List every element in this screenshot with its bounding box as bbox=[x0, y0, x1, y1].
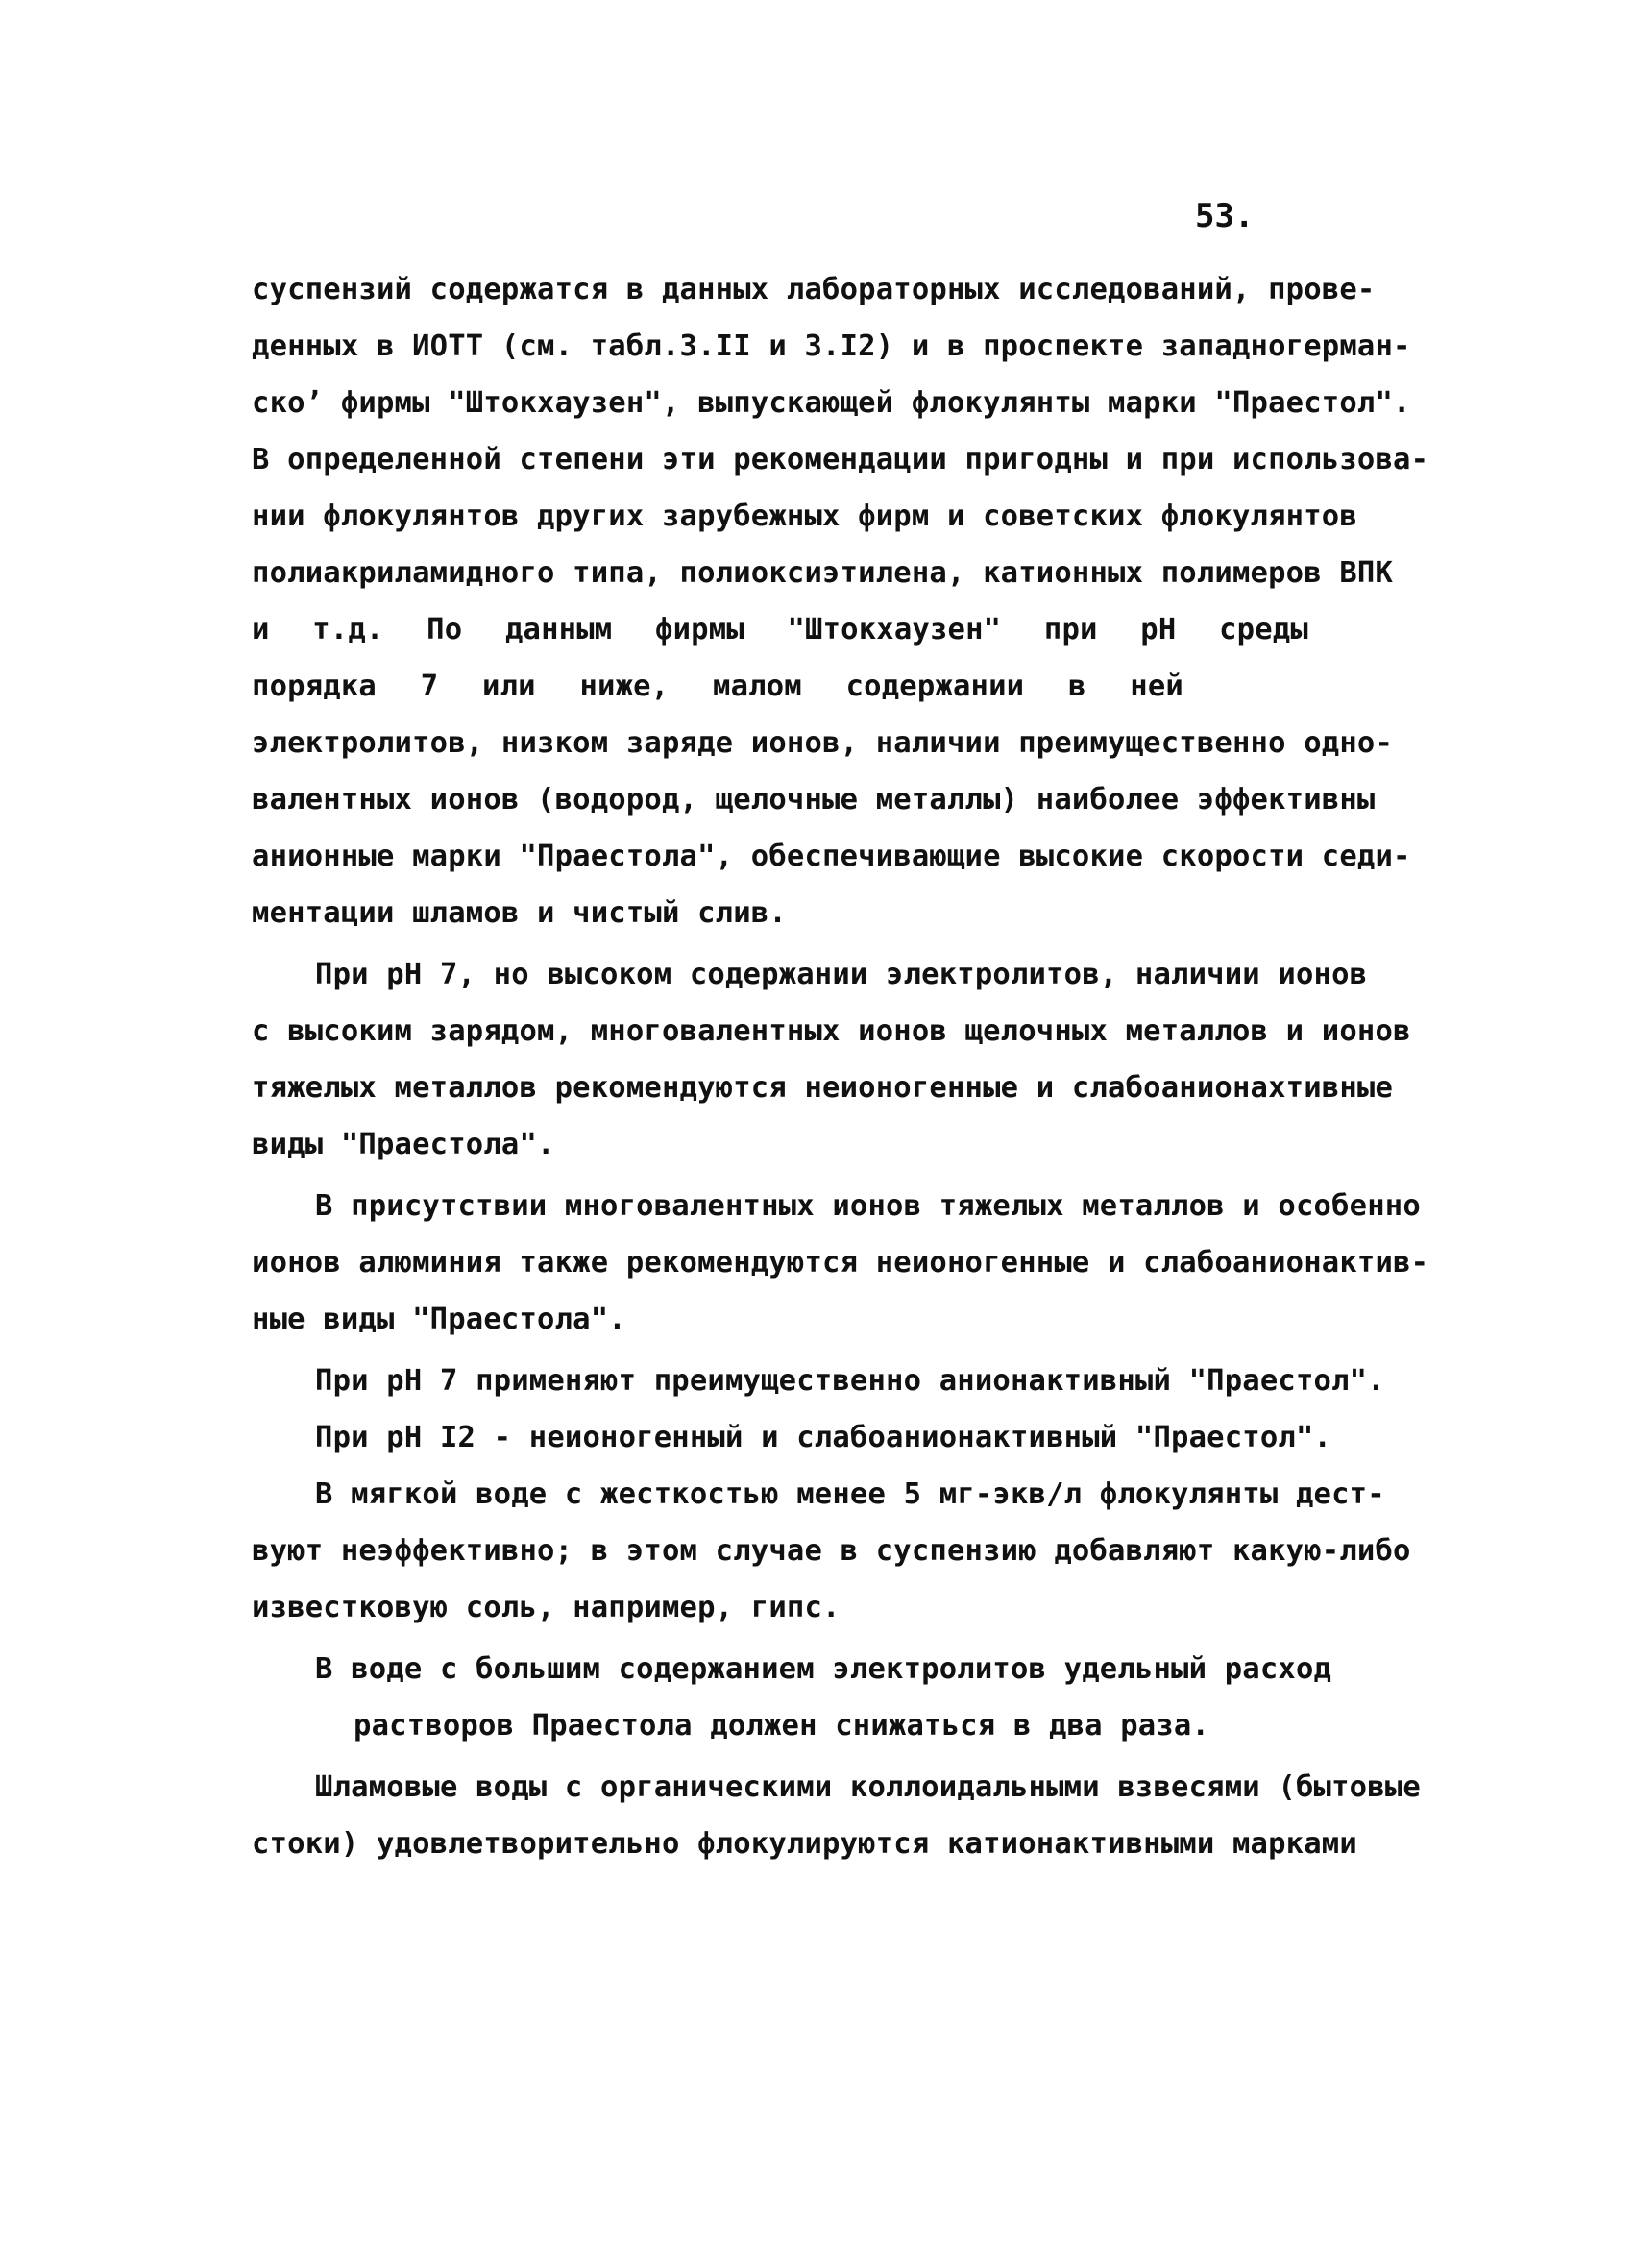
word: По bbox=[427, 613, 463, 646]
text-line: В присутствии многовалентных ионов тяжелых металлов и особенно bbox=[315, 1189, 1421, 1223]
word: среды bbox=[1219, 613, 1308, 646]
text-line: При pH 7 применяют преимущественно анионактивный "Праестол". bbox=[315, 1364, 1385, 1398]
word: "Штокхаузен" bbox=[787, 613, 1002, 646]
word: при bbox=[1043, 613, 1098, 646]
word: и bbox=[252, 613, 270, 646]
word: содержании bbox=[845, 670, 1025, 703]
text-line: денных в ИОТТ (см. табл.3.II и 3.I2) и в проспекте западногерман- bbox=[252, 329, 1411, 363]
text-line: В мягкой воде с жесткостью менее 5 мг-экв/л флокулянты дест- bbox=[315, 1477, 1385, 1511]
text-line: В определенной степени эти рекомендации пригодны и при использова- bbox=[252, 443, 1429, 476]
text-line: валентных ионов (водород, щелочные металлы) наиболее эффективны bbox=[252, 783, 1376, 817]
text-line: тяжелых металлов рекомендуются неионогенные и слабоанионахтивные bbox=[252, 1071, 1394, 1105]
word: или bbox=[482, 670, 536, 703]
text-line: вуют неэффективно; в этом случае в суспензию добавляют какую-либо bbox=[252, 1534, 1411, 1568]
text-line: полиакриламидного типа, полиоксиэтилена, катионных полимеров ВПК bbox=[252, 556, 1394, 590]
text-line-justified bbox=[252, 668, 1183, 706]
word: в bbox=[1067, 670, 1086, 703]
text-line: суспензий содержатся в данных лабораторных исследований, прове- bbox=[252, 273, 1376, 306]
word: данным bbox=[504, 613, 613, 646]
text-line: анионные марки "Праестола", обеспечивающие высокие скорости седи- bbox=[252, 840, 1411, 873]
text-line: растворов Праестола должен снижаться в два раза. bbox=[354, 1709, 1210, 1743]
page-number: 53. bbox=[1195, 197, 1255, 235]
text-line: В воде с большим содержанием электролитов удельный расход bbox=[315, 1652, 1332, 1686]
text-line: Шламовые воды с органическими коллоидальными взвесями (бытовые bbox=[315, 1770, 1421, 1804]
text-line-justified bbox=[252, 611, 1308, 649]
word: малом bbox=[713, 670, 802, 703]
text-line: электролитов, низком заряде ионов, наличии преимущественно одно- bbox=[252, 726, 1394, 760]
text-line: скоʼ фирмы "Штокхаузен", выпускающей флокулянты марки "Праестол". bbox=[252, 386, 1411, 420]
text-line: стоки) удовлетворительно флокулируются катионактивными марками bbox=[252, 1827, 1357, 1861]
word: порядка bbox=[252, 670, 377, 703]
text-line: виды "Праестола". bbox=[252, 1128, 555, 1161]
word: ниже, bbox=[579, 670, 670, 703]
text-line: с высоким зарядом, многовалентных ионов щелочных металлов и ионов bbox=[252, 1014, 1411, 1048]
word: ней bbox=[1130, 670, 1183, 703]
text-line: ионов алюминия также рекомендуются неионогенные и слабоанионактив- bbox=[252, 1246, 1429, 1280]
text-line: известковую соль, например, гипс. bbox=[252, 1591, 841, 1624]
word: pH bbox=[1140, 613, 1177, 646]
text-line: ментации шламов и чистый слив. bbox=[252, 896, 787, 930]
text-line: ные виды "Праестола". bbox=[252, 1303, 626, 1336]
word: фирмы bbox=[655, 613, 744, 646]
word: т.д. bbox=[312, 613, 384, 646]
text-line: нии флокулянтов других зарубежных фирм и советских флокулянтов bbox=[252, 500, 1357, 533]
text-line: При pH I2 - неионогенный и слабоанионактивный "Праестол". bbox=[315, 1421, 1332, 1454]
word: 7 bbox=[420, 670, 439, 703]
text-line: При pH 7, но высоком содержании электролитов, наличии ионов bbox=[315, 958, 1368, 991]
